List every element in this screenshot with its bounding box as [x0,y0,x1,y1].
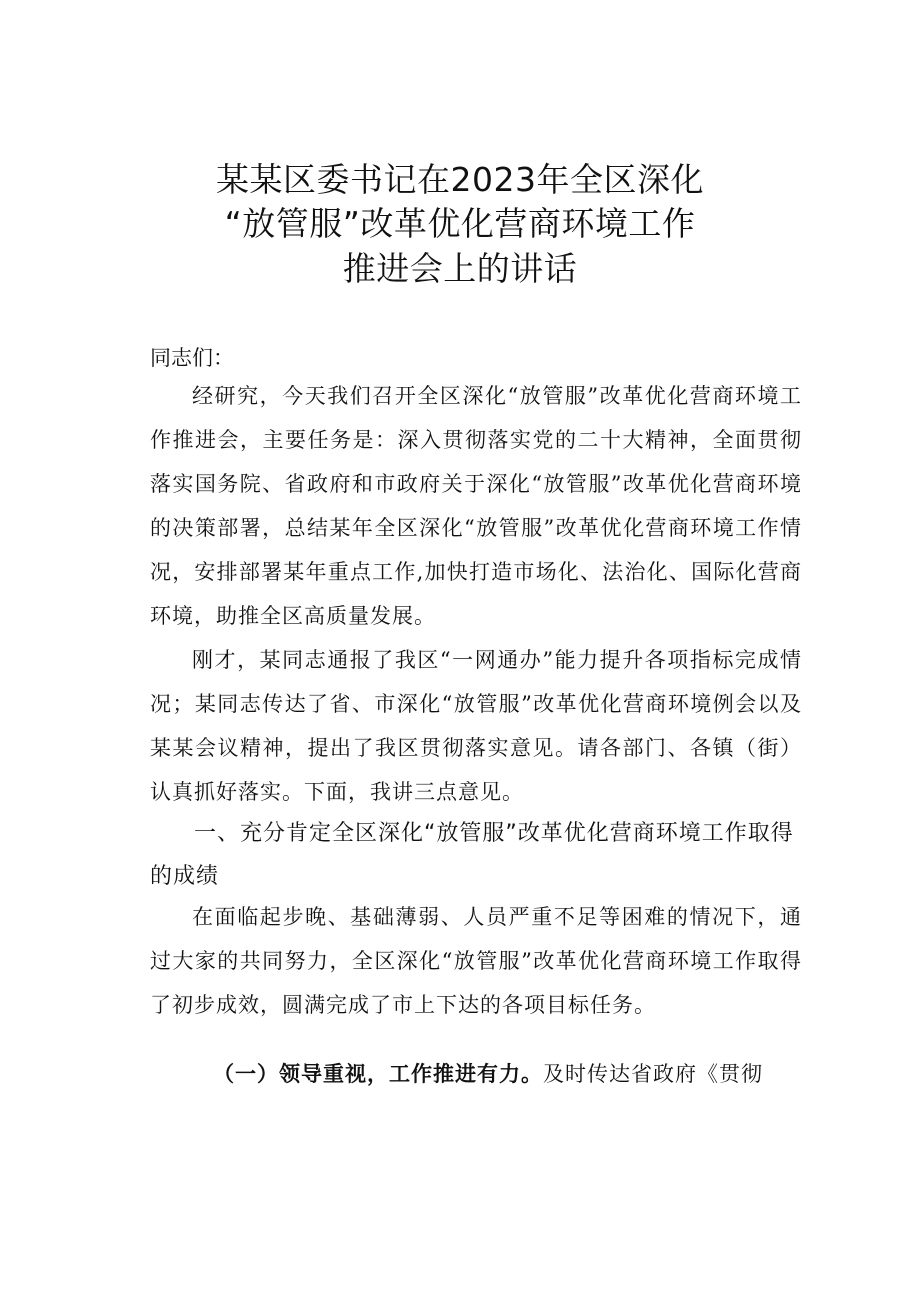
body-paragraph-3: 在面临起步晚、基础薄弱、人员严重不足等困难的情况下，通过大家的共同努力，全区深化“放管服”改革优化营商环境工作取得了初步成效，圆满完成了市上下达的各项目标任务。 [150,905,802,1017]
body-paragraph-2: 刚才，某同志通报了我区“一网通办”能力提升各项指标完成情况；某同志传达了省、市深化“放管服”改革优化营商环境例会以及某某会议精神，提出了我区贯彻落实意见。请各部门、各镇（街）认真抓好落实。下面，我讲三点意见。 [150,648,802,804]
title-line-3: 推进会上的讲话 [342,249,578,288]
title-line-2: “放管服”改革优化营商环境工作 [224,204,696,243]
subsection-text: 及时传达省政府《贯彻 [543,1062,763,1086]
salutation: 同志们： [150,346,234,370]
subsection-lead: （一）领导重视，工作推进有力。 [213,1061,543,1086]
subsection-paragraph-1 [150,1052,802,1096]
body-paragraph-1: 经研究，今天我们召开全区深化“放管服”改革优化营商环境工作推进会，主要任务是：深入贯彻落实党的二十大精神，全面贯彻落实国务院、省政府和市政府关于深化“放管服”改革优化营商环境的决策部署，总结某年全区深化“放管服”改革优化营商环境工作情况，安排部署某年重点工作,加快打造市场化、法治化、国际化营商环境，助推全区高质量发展。 [150,384,802,628]
section-heading-1: 一、充分肯定全区深化“放管服”改革优化营商环境工作取得的成绩 [150,821,794,889]
title-line-1: 某某区委书记在2023年全区深化 [216,160,704,199]
